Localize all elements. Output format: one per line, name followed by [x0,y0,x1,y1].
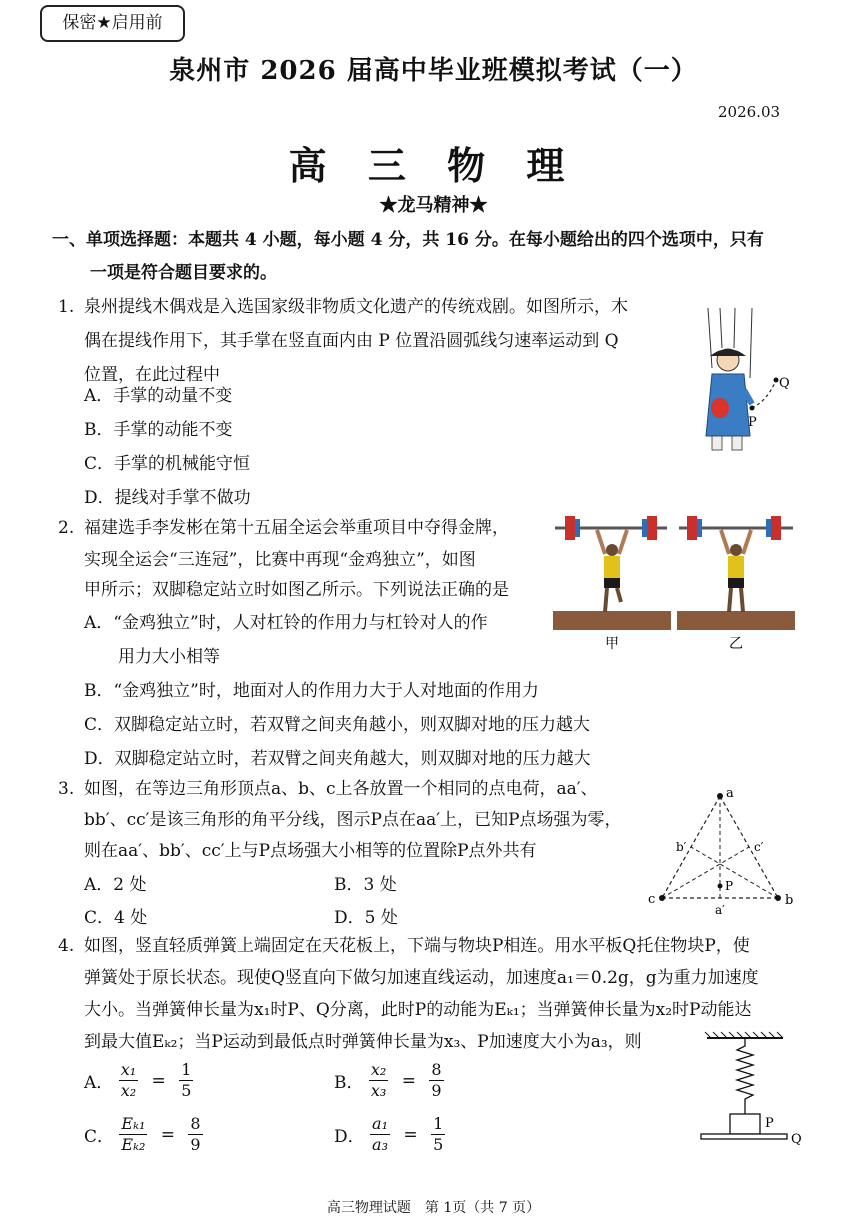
fraction-denominator: Eₖ₂ [121,1135,146,1154]
q1-puppet-figure [690,308,800,463]
q3-label-p: P [725,879,734,893]
q2-stem-line: 甲所示；双脚稳定站立时如图乙所示。下列说法正确的是 [84,580,509,600]
q1-stem-line: 泉州提线木偶戏是入选国家级非物质文化遗产的传统戏剧。如图所示，木 [84,297,628,317]
q2-number: 2. [58,518,75,538]
confidential-badge: 保密★启用前 [40,5,185,42]
section1-heading: 一、单项选择题：本题共 4 小题，每小题 4 分，共 16 分。在每小题给出的四个选项中，只有 [52,230,764,250]
q1-number: 1. [58,297,75,317]
fraction-numerator: a₁ [372,1114,388,1133]
fraction-numerator: x₁ [120,1060,137,1079]
q1-stem-line: 偶在提线作用下，其手掌在竖直面内由 P 位置沿圆弧线匀速率运动到 Q [84,331,619,351]
fraction-denominator: x₂ [120,1081,137,1100]
fraction-denominator: 9 [190,1135,201,1154]
subject-title: 高 三 物 理 [288,143,579,188]
q4-option-rhs [429,1060,443,1101]
fraction-numerator: x₂ [370,1060,387,1079]
q3-stem-line: 则在aa′、bb′、cc′上与P点场强大小相等的位置除P点外共有 [84,841,537,861]
q4-option-d[interactable] [334,1114,445,1155]
q2-weightlifting-photos [553,512,798,652]
fraction-numerator: 1 [181,1060,192,1079]
q2-stem-line: 实现全运会“三连冠”，比赛中再现“金鸡独立”，如图 [84,550,476,570]
q3-label-b: b [785,893,794,908]
fraction-numerator: 8 [431,1060,442,1079]
q2-option-b[interactable]: B．“金鸡独立”时，地面对人的作用力大于人对地面的作用力 [84,681,539,701]
q3-label-a: a [726,786,734,801]
q4-stem-line: 大小。当弹簧伸长量为x₁时P、Q分离，此时P的动能为Eₖ₁；当弹簧伸长量为x₂时P动能达 [84,1000,752,1020]
q2-option-a-cont: 用力大小相等 [118,647,220,667]
q2-option-c[interactable]: C．双脚稳定站立时，若双臂之间夹角越小，则双脚对地的压力越大 [84,715,591,735]
q3-label-c: c [648,892,656,907]
q4-option-lhs [370,1114,390,1155]
q4-label-p: P [765,1116,774,1131]
fraction-numerator: Eₖ₁ [121,1114,146,1133]
q4-option-rhs [431,1114,445,1155]
q4-option-letter: C． [84,1127,115,1147]
q1-label-p: P [748,415,757,430]
fraction-denominator: x₃ [370,1081,387,1100]
q4-option-c[interactable] [84,1114,203,1155]
q4-option-letter: A． [84,1073,114,1093]
q4-stem-line: 弹簧处于原长状态。现使Q竖直向下做匀加速直线运动，加速度a₁＝0.2g，g为重力加速度 [84,968,759,988]
q2-option-d[interactable]: D．双脚稳定站立时，若双臂之间夹角越大，则双脚对地的压力越大 [84,749,591,769]
q3-label-b-prime: b′ [676,840,687,854]
motto: ★龙马精神★ [379,195,488,216]
section1-heading-cont: 一项是符合题目要求的。 [90,263,277,283]
q3-number: 3. [58,779,75,799]
q4-stem-line: 到最大值Eₖ₂；当P运动到最低点时弹簧伸长量为x₃、P加速度大小为a₃，则 [84,1032,642,1052]
q4-number: 4. [58,936,75,956]
q4-option-rhs [188,1114,202,1155]
page-footer: 高三物理试题 第 1页（共 7 页） [326,1200,541,1216]
q4-option-a[interactable] [84,1060,193,1101]
q3-option-c[interactable]: C．4 处 [84,908,148,928]
q4-spring-figure [695,1030,810,1150]
fraction-denominator: a₃ [372,1135,388,1154]
q1-option-b[interactable]: B．手掌的动能不变 [84,420,233,440]
q3-triangle-figure [645,783,800,918]
q4-option-lhs [119,1114,147,1155]
q2-stem-line: 福建选手李发彬在第十五届全运会举重项目中夺得金牌， [84,518,509,538]
q2-caption-jia: 甲 [605,636,619,652]
q4-option-lhs [119,1060,138,1101]
fraction-denominator: 5 [181,1081,192,1100]
q4-option-lhs [369,1060,388,1101]
q4-option-rhs [179,1060,193,1101]
q3-label-c-prime: c′ [754,840,764,854]
q1-option-a[interactable]: A．手掌的动量不变 [84,386,233,406]
q2-caption-yi: 乙 [729,636,743,652]
q3-option-d[interactable]: D．5 处 [334,908,398,928]
fraction-numerator: 8 [190,1114,201,1133]
q4-option-letter: D． [334,1127,365,1147]
fraction-denominator: 5 [433,1135,444,1154]
q3-stem-line: bb′、cc′是该三角形的角平分线，图示P点在aa′上，已知P点场强为零， [84,810,622,830]
q4-option-letter: B． [334,1073,364,1093]
q3-option-b[interactable]: B．3 处 [334,875,397,895]
exam-title: 泉州市 2026 届高中毕业班模拟考试（一） [169,56,698,86]
q1-option-c[interactable]: C．手掌的机械能守恒 [84,454,251,474]
q1-label-q: Q [779,376,790,391]
equals-sign: = [401,1070,416,1091]
equals-sign: = [403,1124,418,1145]
q4-option-b[interactable] [334,1060,444,1101]
q4-label-q: Q [791,1132,802,1147]
fraction-denominator: 9 [431,1081,442,1100]
equals-sign: = [160,1124,176,1145]
q2-option-a[interactable]: A．“金鸡独立”时，人对杠铃的作用力与杠铃对人的作 [84,613,488,633]
q4-stem-line: 如图，竖直轻质弹簧上端固定在天花板上，下端与物块P相连。用水平板Q托住物块P，使 [84,936,750,956]
q3-stem-line: 如图，在等边三角形顶点a、b、c上各放置一个相同的点电荷，aa′、 [84,779,598,799]
q1-option-d[interactable]: D．提线对手掌不做功 [84,488,251,508]
q1-stem-line: 位置，在此过程中 [84,365,220,385]
exam-date: 2026.03 [718,103,781,121]
fraction-numerator: 1 [433,1114,444,1133]
q3-label-a-prime: a′ [715,903,725,917]
q3-option-a[interactable]: A．2 处 [84,875,147,895]
equals-sign: = [151,1070,166,1091]
